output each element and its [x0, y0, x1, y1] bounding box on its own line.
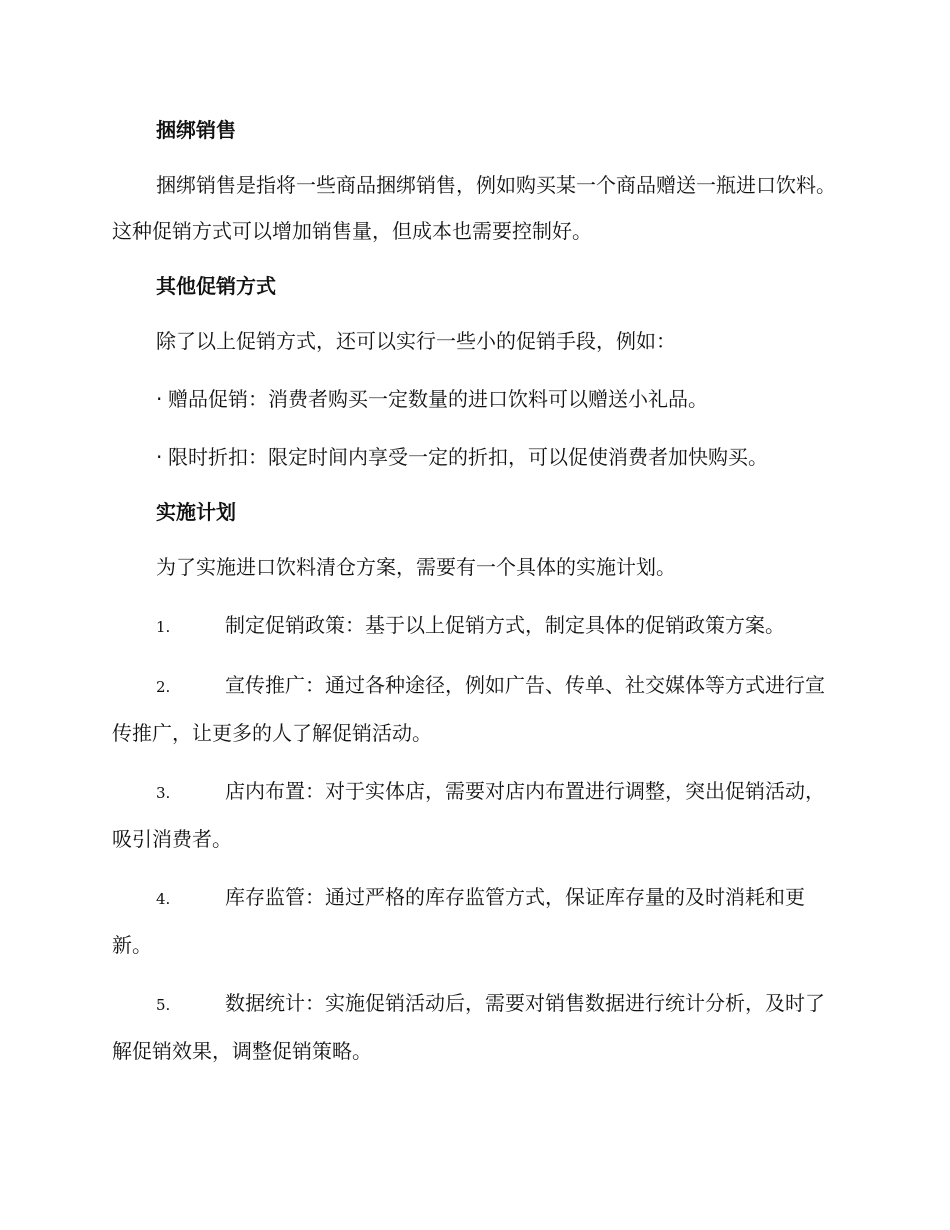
section-paragraph-implementation-plan: 为了实施进口饮料清仓方案，需要有一个具体的实施计划。: [156, 555, 676, 579]
section-heading-implementation-plan: 实施计划: [156, 500, 236, 524]
numbered-item: [112, 602, 838, 650]
item-text: 制定促销政策：基于以上促销方式，制定具体的促销政策方案。: [225, 613, 785, 637]
bullet-item: [112, 376, 838, 422]
item-text: 店内布置：对于实体店，需要对店内布置进行调整，突出促销活动，吸引消费者。: [112, 779, 825, 851]
item-number: 2.: [156, 678, 171, 696]
section-paragraph-other-promotions: 除了以上促销方式，还可以实行一些小的促销手段，例如：: [156, 329, 676, 353]
bullet-marker: ·: [156, 387, 163, 411]
numbered-item: [112, 768, 838, 862]
document-body: [112, 110, 838, 1074]
item-text: 宣传推广：通过各种途径，例如广告、传单、社交媒体等方式进行宣传推广，让更多的人了解促销活动。: [112, 673, 825, 745]
item-text: 库存监管：通过严格的库存监管方式，保证库存量的及时消耗和更新。: [112, 885, 805, 957]
item-number: 5.: [156, 996, 171, 1014]
bullet-marker: ·: [156, 445, 163, 469]
bullet-text: 限时折扣：限定时间内享受一定的折扣，可以促使消费者加快购买。: [168, 445, 768, 469]
item-text: 数据统计：实施促销活动后，需要对销售数据进行统计分析，及时了解促销效果，调整促销策略。: [112, 991, 825, 1063]
section-heading-bundle-sales: 捆绑销售: [156, 118, 236, 142]
item-number: 4.: [156, 890, 171, 908]
numbered-item: [112, 662, 838, 756]
item-number: 3.: [156, 784, 171, 802]
bullet-item: [112, 434, 838, 480]
numbered-item: [112, 874, 838, 968]
item-number: 1.: [156, 618, 171, 636]
numbered-item: [112, 980, 838, 1074]
section-heading-other-promotions: 其他促销方式: [156, 274, 276, 298]
bullet-text: 赠品促销：消费者购买一定数量的进口饮料可以赠送小礼品。: [168, 387, 708, 411]
section-paragraph-bundle-sales: 捆绑销售是指将一些商品捆绑销售，例如购买某一个商品赠送一瓶进口饮料。这种促销方式可以增加销售量，但成本也需要控制好。: [112, 173, 836, 243]
